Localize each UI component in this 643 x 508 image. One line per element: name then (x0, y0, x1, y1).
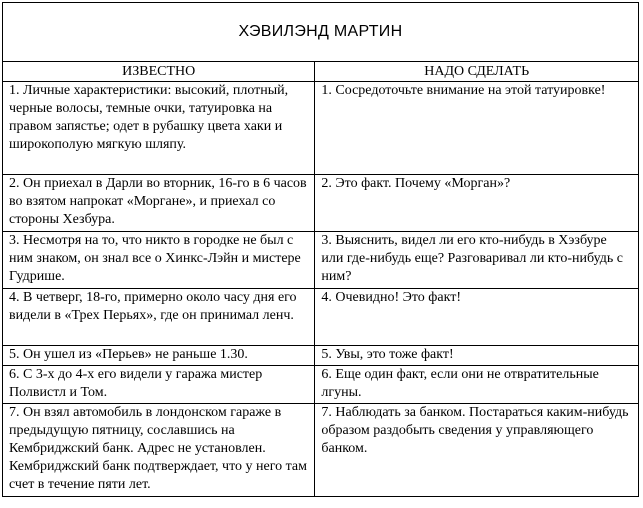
known-cell: 5. Он ушел из «Перьев» не раньше 1.30. (3, 346, 315, 366)
table-row (3, 346, 639, 366)
table-title: ХЭВИЛЭНД МАРТИН (3, 3, 639, 62)
todo-cell: 3. Выяснить, видел ли его кто-нибудь в Хэзбуре или где-нибудь еще? Разговаривал ли кто-нибудь с ним? (315, 232, 639, 289)
known-cell: 1. Личные характеристики: высокий, плотный, черные волосы, темные очки, татуировка на правом запястье; одет в рубашку цвета хаки и широкополую мягкую шляпу. (3, 82, 315, 175)
known-cell: 3. Несмотря на то, что никто в городке не был с ним знаком, он знал все о Хинкс-Лэйн и мистере Гудрише. (3, 232, 315, 289)
header-known: ИЗВЕСТНО (3, 62, 315, 82)
table-row (3, 232, 639, 289)
todo-cell: 5. Увы, это тоже факт! (315, 346, 639, 366)
todo-cell: 4. Очевидно! Это факт! (315, 289, 639, 346)
todo-cell: 2. Это факт. Почему «Морган»? (315, 175, 639, 232)
known-cell: 6. С 3-х до 4-х его видели у гаража мистер Полвистл и Том. (3, 366, 315, 404)
known-cell: 7. Он взял автомобиль в лондонском гараже в предыдущую пятницу, сославшись на Кембриджский банк. Адрес не установлен. Кембриджский банк подтверждает, что у него там счет в течение пяти лет. (3, 404, 315, 497)
table-row (3, 366, 639, 404)
table-row (3, 289, 639, 346)
known-cell: 4. В четверг, 18-го, примерно около часу дня его видели в «Трех Перьях», где он принимал ленч. (3, 289, 315, 346)
header-todo: НАДО СДЕЛАТЬ (315, 62, 639, 82)
todo-cell: 1. Сосредоточьте внимание на этой татуировке! (315, 82, 639, 175)
table-row (3, 82, 639, 175)
table-row (3, 404, 639, 497)
todo-cell: 7. Наблюдать за банком. Постараться каким-нибудь образом раздобыть сведения у управляющего банком. (315, 404, 639, 497)
table-row (3, 175, 639, 232)
known-cell: 2. Он приехал в Дарли во вторник, 16-го в 6 часов во взятом напрокат «Морганe», и приехал со стороны Хезбура. (3, 175, 315, 232)
todo-cell: 6. Еще один факт, если они не отвратительные лгуны. (315, 366, 639, 404)
case-table (2, 2, 639, 497)
